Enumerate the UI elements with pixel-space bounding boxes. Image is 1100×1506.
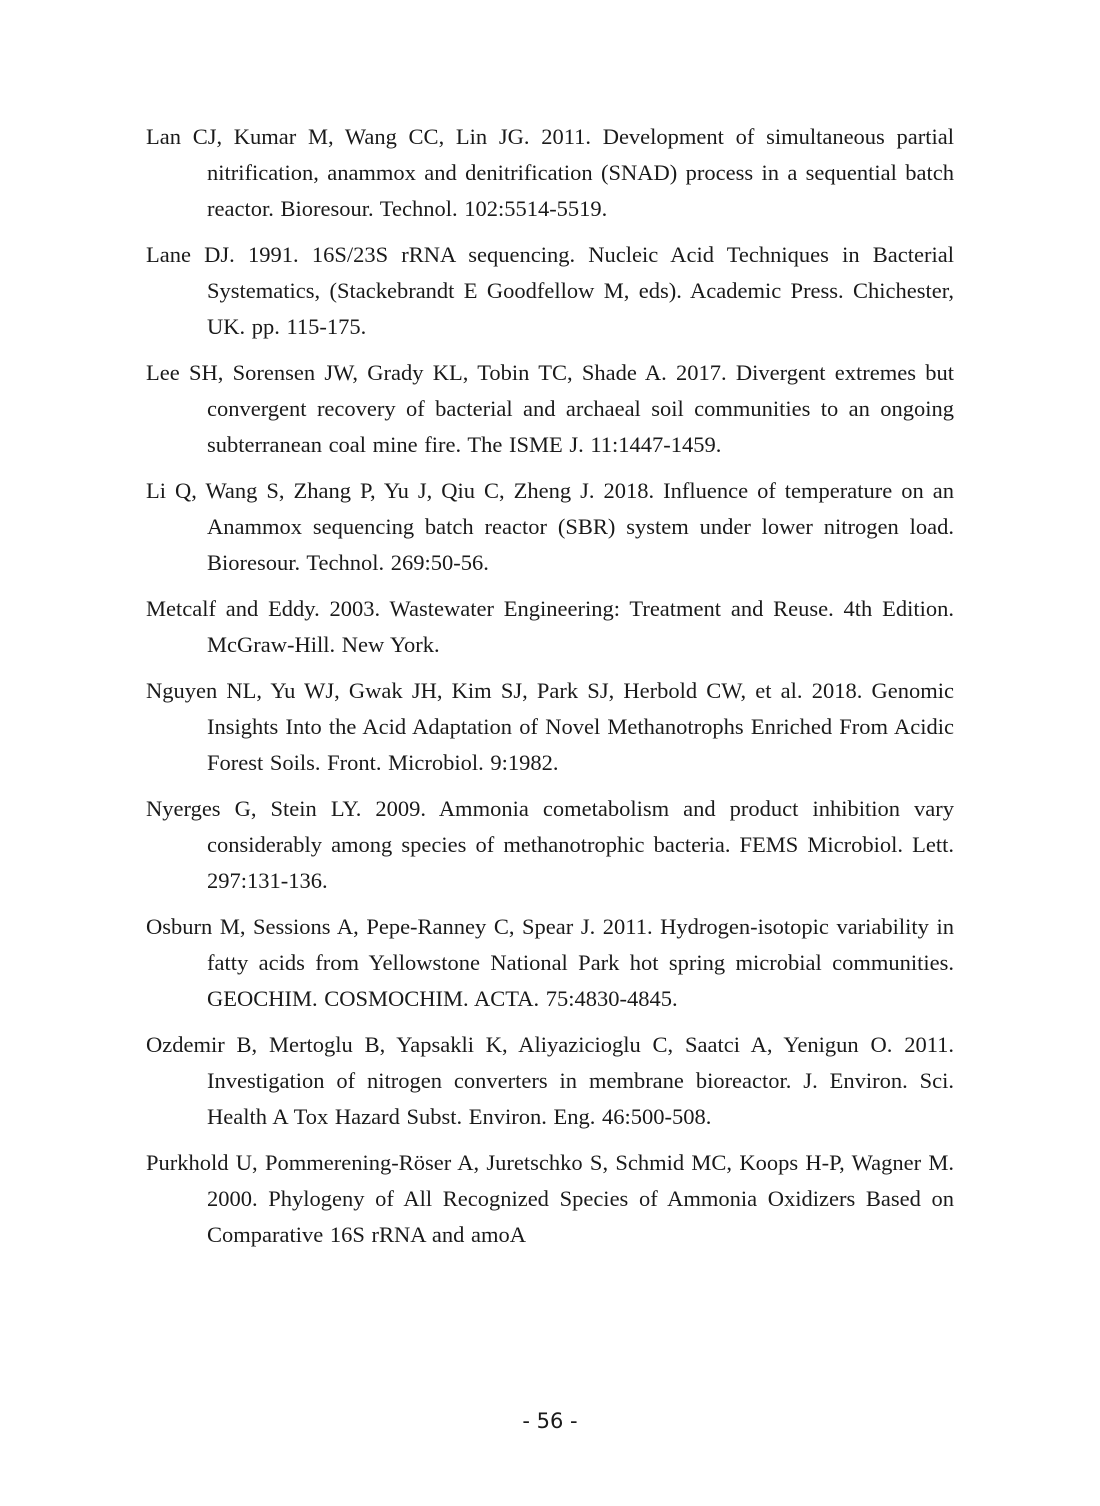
reference-entry: Ozdemir B, Mertoglu B, Yapsakli K, Aliyazicioglu C, Saatci A, Yenigun O. 2011. Investigation of nitrogen converters in membrane bioreactor. J. Environ. Sci. Health A Tox Hazard Subst. Environ. Eng. 46:500-508. [146,1032,954,1129]
reference-entry: Osburn M, Sessions A, Pepe-Ranney C, Spear J. 2011. Hydrogen-isotopic variability in fatty acids from Yellowstone National Park hot spring microbial communities. GEOCHIM. COSMOCHIM. ACTA. 75:4830-4845. [146,914,954,1011]
reference-entry: Li Q, Wang S, Zhang P, Yu J, Qiu C, Zheng J. 2018. Influence of temperature on an Anammox sequencing batch reactor (SBR) system under lower nitrogen load. Bioresour. Technol. 269:50-56. [146,478,954,575]
reference-entry: Nguyen NL, Yu WJ, Gwak JH, Kim SJ, Park SJ, Herbold CW, et al. 2018. Genomic Insights Into the Acid Adaptation of Novel Methanotrophs Enriched From Acidic Forest Soils. Front. Microbiol. 9:1982. [146,678,954,775]
reference-entry: Lee SH, Sorensen JW, Grady KL, Tobin TC, Shade A. 2017. Divergent extremes but convergent recovery of bacterial and archaeal soil communities to an ongoing subterranean coal mine fire. The ISME J. 11:1447-1459. [146,360,954,457]
page-number: - 56 - [522,1409,578,1433]
reference-entry: Metcalf and Eddy. 2003. Wastewater Engineering: Treatment and Reuse. 4th Edition. McGraw-Hill. New York. [146,596,954,657]
reference-list [146,119,954,1263]
reference-entry: Nyerges G, Stein LY. 2009. Ammonia cometabolism and product inhibition vary considerably among species of methanotrophic bacteria. FEMS Microbiol. Lett. 297:131-136. [146,796,954,893]
reference-entry: Lane DJ. 1991. 16S/23S rRNA sequencing. Nucleic Acid Techniques in Bacterial Systematics, (Stackebrandt E Goodfellow M, eds). Academic Press. Chichester, UK. pp. 115-175. [146,242,954,339]
reference-entry: Lan CJ, Kumar M, Wang CC, Lin JG. 2011. Development of simultaneous partial nitrification, anammox and denitrification (SNAD) process in a sequential batch reactor. Bioresour. Technol. 102:5514-5519. [146,124,954,221]
reference-entry: Purkhold U, Pommerening-Röser A, Juretschko S, Schmid MC, Koops H-P, Wagner M. 2000. Phylogeny of All Recognized Species of Ammonia Oxidizers Based on Comparative 16S rRNA and amoA [146,1150,954,1247]
